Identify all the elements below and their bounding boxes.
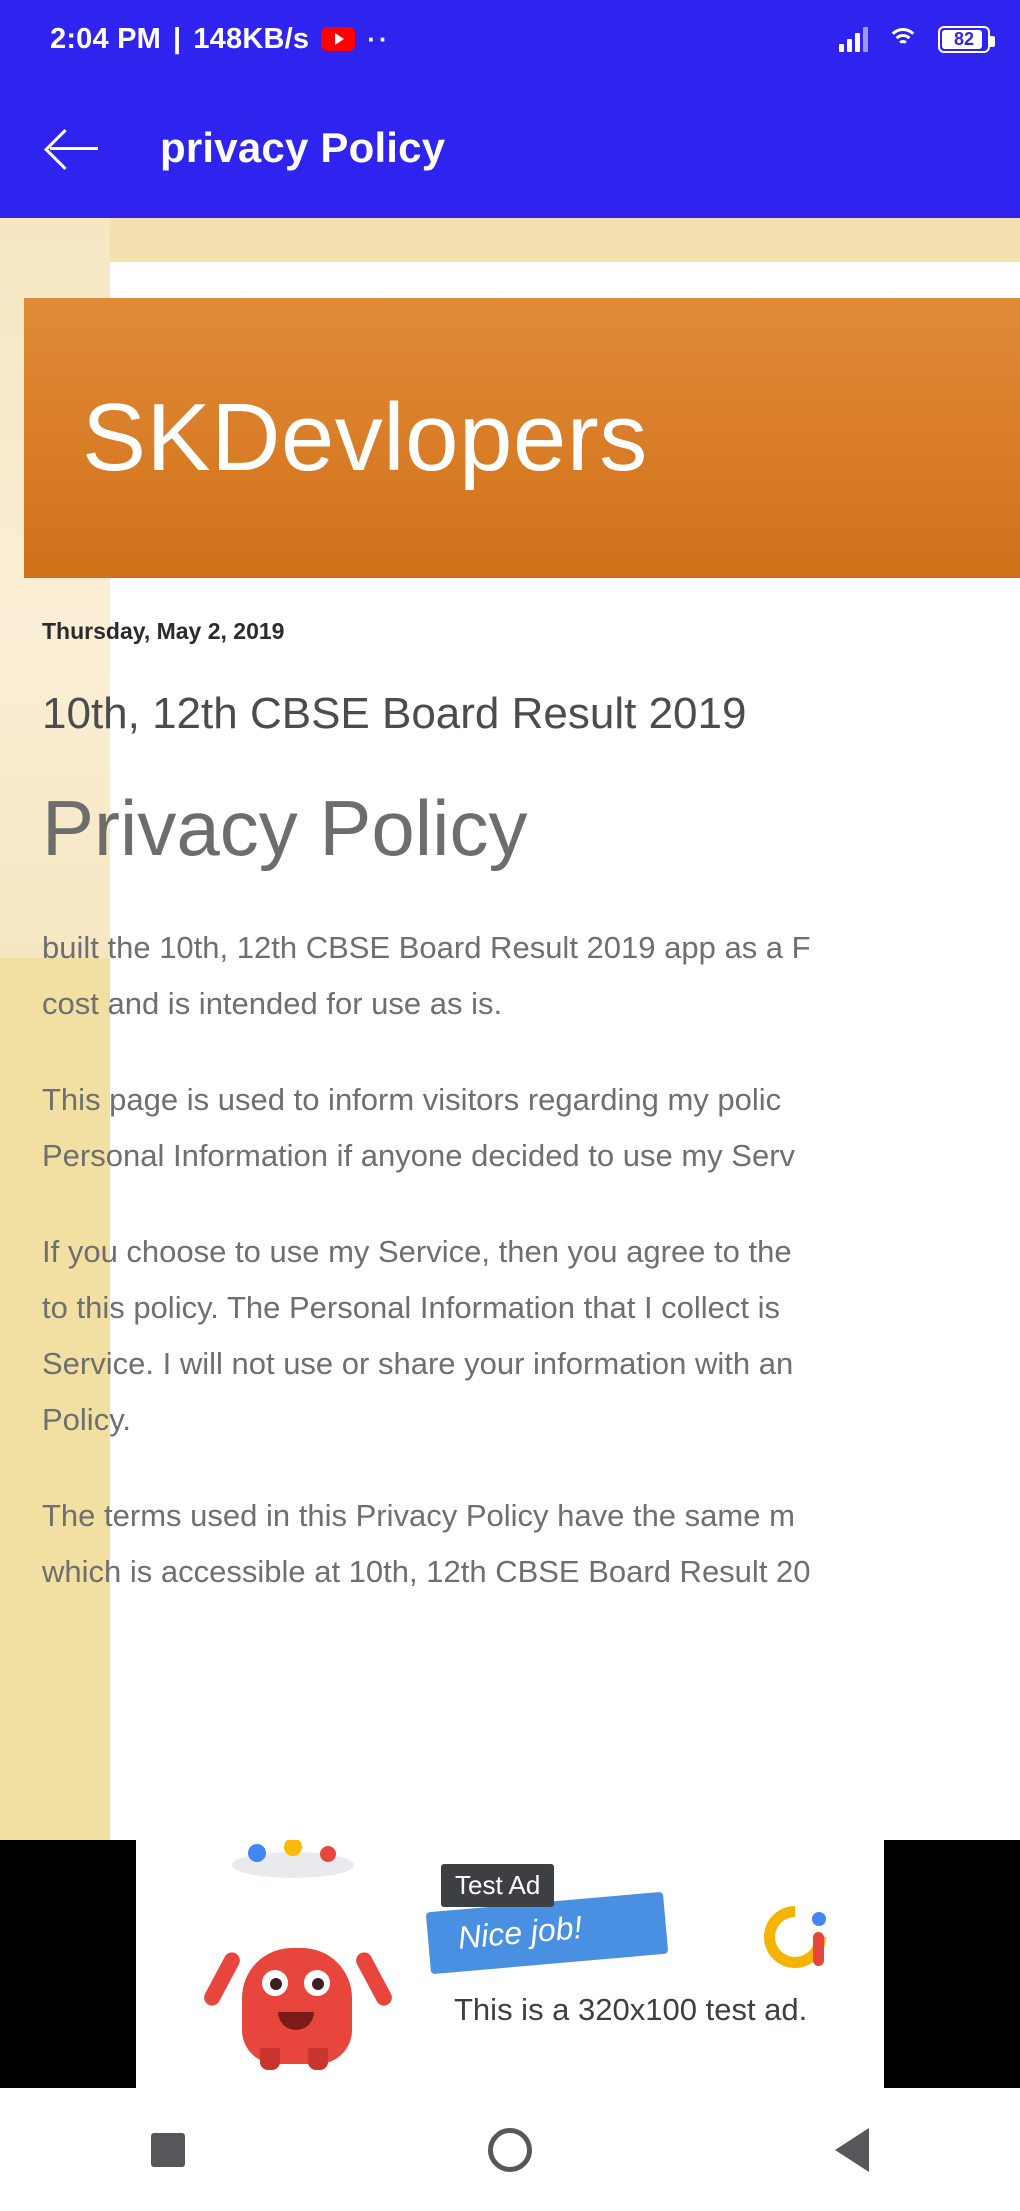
app-bar bbox=[0, 78, 1020, 218]
post-paragraph: Policy. bbox=[42, 1402, 132, 1437]
post-paragraph: The terms used in this Privacy Policy have the same m bbox=[42, 1498, 795, 1533]
signal-icon bbox=[839, 26, 868, 52]
page-background-top bbox=[0, 218, 1020, 262]
system-navigation-bar bbox=[0, 2088, 1020, 2211]
back-triangle-icon[interactable] bbox=[835, 2128, 869, 2172]
battery-level-label: 82 bbox=[953, 28, 975, 49]
recents-square-icon[interactable] bbox=[151, 2133, 185, 2167]
status-network-speed: 148KB/s bbox=[193, 22, 310, 55]
page-title: privacy Policy bbox=[160, 124, 446, 171]
site-title: SKDevlopers bbox=[82, 384, 648, 491]
ad-dot-blue-icon bbox=[248, 1844, 266, 1862]
ad-dot-red-icon bbox=[320, 1846, 336, 1862]
notification-overflow-icon: ·· bbox=[367, 23, 391, 54]
post-paragraph: cost and is intended for use as is. bbox=[42, 986, 503, 1021]
post-paragraph: to this policy. The Personal Information that I collect is bbox=[42, 1290, 781, 1325]
site-banner bbox=[24, 298, 1020, 578]
post-date: Thursday, May 2, 2019 bbox=[42, 618, 285, 644]
post-paragraph: built the 10th, 12th CBSE Board Result 2019 app as a F bbox=[42, 930, 811, 965]
post-paragraph: If you choose to use my Service, then you agree to the bbox=[42, 1234, 792, 1269]
post-blog-title: 10th, 12th CBSE Board Result 2019 bbox=[42, 689, 747, 738]
ad-ribbon-label: Nice job! bbox=[456, 1908, 584, 1956]
ad-badge: Test Ad bbox=[441, 1864, 554, 1907]
admob-logo-icon bbox=[764, 1906, 826, 1968]
ad-banner[interactable] bbox=[0, 1840, 1020, 2088]
status-bar-right bbox=[839, 26, 990, 53]
post-paragraph: which is accessible at 10th, 12th CBSE Board Result 20 bbox=[42, 1554, 811, 1589]
ad-monster-icon bbox=[208, 1898, 388, 2068]
ad-description: This is a 320x100 test ad. bbox=[454, 1992, 808, 2027]
youtube-icon bbox=[321, 27, 355, 51]
post-paragraph: Personal Information if anyone decided to use my Serv bbox=[42, 1138, 796, 1173]
wifi-icon bbox=[886, 26, 920, 52]
post-paragraph: Service. I will not use or share your information with an bbox=[42, 1346, 794, 1381]
status-time: 2:04 PM bbox=[50, 22, 161, 55]
post-area bbox=[42, 618, 982, 1640]
post-heading: Privacy Policy bbox=[42, 784, 528, 872]
battery-icon bbox=[938, 26, 990, 53]
home-circle-icon[interactable] bbox=[488, 2128, 532, 2172]
status-bar-left bbox=[50, 23, 391, 56]
ad-content[interactable] bbox=[136, 1840, 884, 2088]
back-arrow-icon[interactable] bbox=[46, 120, 102, 176]
status-separator: | bbox=[173, 22, 182, 55]
post-paragraph: This page is used to inform visitors regarding my polic bbox=[42, 1082, 782, 1117]
webview[interactable] bbox=[0, 218, 1020, 1840]
status-bar bbox=[0, 0, 1020, 78]
